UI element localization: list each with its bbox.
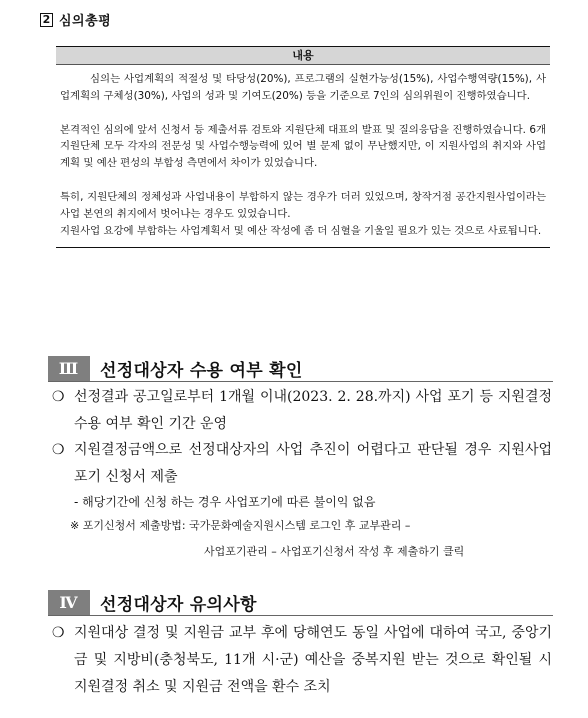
- bullet-text: 선정결과 공고일로부터 1개월 이내(2023. 2. 28.까지) 사업 포기 등 지원결정 수용 여부 확인 기간 운영: [74, 389, 552, 432]
- section-2-heading: [40, 10, 111, 29]
- bullet-mark: ❍: [52, 389, 65, 405]
- bullet-mark: ❍: [52, 442, 65, 458]
- section-3-title: 선정대상자 수용 여부 확인: [100, 361, 303, 381]
- section-3-underline: [48, 381, 553, 382]
- section-3-note-line-1: ※ 포기신청서 제출방법: 국가문화예술지원시스템 로그인 후 교부관리 –: [70, 519, 411, 532]
- section-4-underline: [48, 615, 553, 616]
- bullet-mark: ❍: [52, 625, 65, 641]
- review-paragraph-2: 본격적인 심의에 앞서 신청서 등 제출서류 검토와 지원단체 대표의 발표 및 질의응답을 진행하였습니다. 6개 지원단체 모두 각자의 전문성 및 사업수행능력에 있어 별 문제 없이 무난했지만, 이 지원사업의 취지와 사업계획 및 예산 편성의 부합성 측면에서 차이가 있었습니다.: [60, 123, 546, 170]
- review-content-table: [56, 46, 550, 248]
- review-paragraph-4: 지원사업 요강에 부합하는 사업계획서 및 예산 작성에 좀 더 심혈을 기울일 필요가 있는 것으로 사료됩니다.: [60, 224, 542, 237]
- section-3-bullet-2: [52, 437, 552, 491]
- section-3-subitem: - 해당기간에 신청 하는 경우 사업포기에 따른 불이익 없음: [74, 495, 376, 509]
- bullet-text: 지원대상 결정 및 지원금 교부 후에 당해연도 동일 사업에 대하여 국고, 중앙기금 및 지방비(충청북도, 11개 시·군) 예산을 중복지원 받는 것으로 확인될 시 지원결정 취소 및 지원금 전액을 환수 조치: [74, 625, 552, 695]
- section-2-number: 2: [40, 13, 53, 27]
- bullet-text: 지원결정금액으로 선정대상자의 사업 추진이 어렵다고 판단될 경우 지원사업 포기 신청서 제출: [74, 442, 552, 485]
- table-body: [56, 65, 550, 247]
- section-3-bullet-1: [52, 384, 552, 438]
- review-paragraph-1: 심의는 사업계획의 적절성 및 타당성(20%), 프로그램의 실현가능성(15%), 사업수행역량(15%), 사업계획의 구체성(30%), 사업의 성과 및 기여도(20%) 등을 기준으로 7인의 심의위원이 진행하였습니다.: [60, 73, 546, 102]
- section-4-header: [48, 590, 257, 615]
- section-4-title: 선정대상자 유의사항: [100, 595, 257, 615]
- section-2-title: 심의총평: [59, 14, 112, 29]
- section-4-roman-badge: Ⅳ: [48, 590, 90, 615]
- section-4-bullet-1: [52, 620, 552, 701]
- section-3-roman-badge: Ⅲ: [48, 356, 90, 381]
- section-3-note-line-2: 사업포기관리 – 사업포기신청서 작성 후 제출하기 클릭: [204, 545, 465, 558]
- section-3-header: [48, 356, 303, 381]
- table-header: 내용: [56, 47, 550, 65]
- review-paragraph-3: 특히, 지원단체의 정체성과 사업내용이 부합하지 않는 경우가 더러 있었으며, 창작거점 공간지원사업이라는 사업 본연의 취지에서 벗어나는 경우도 있었습니다.: [60, 190, 546, 220]
